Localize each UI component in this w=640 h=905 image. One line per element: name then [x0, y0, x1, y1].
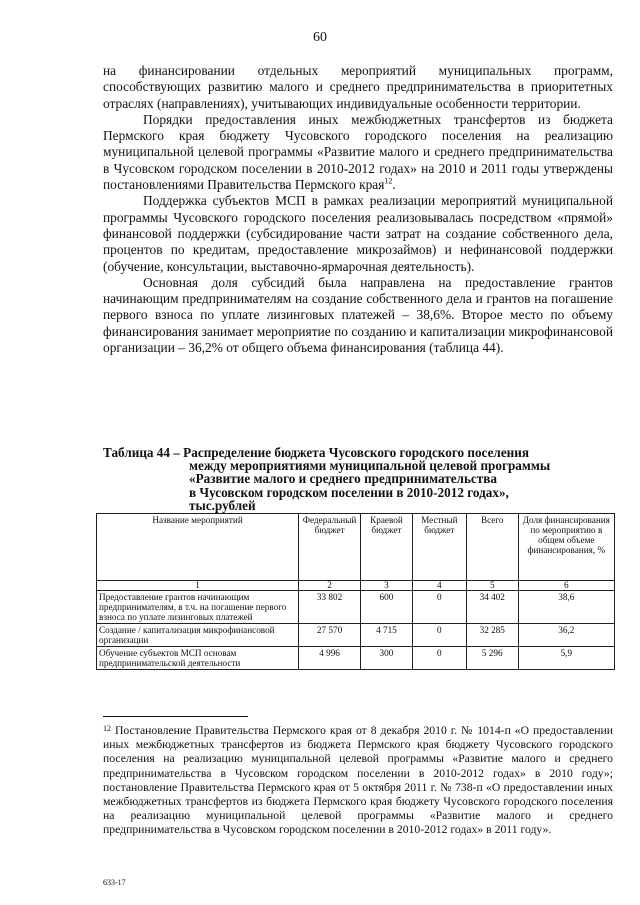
table-row: [97, 647, 615, 670]
row-local: 0: [412, 624, 466, 647]
footnote: [103, 724, 613, 838]
row-total: 32 285: [466, 624, 518, 647]
row-federal: 4 996: [299, 647, 361, 670]
row-share: 38,6: [518, 591, 614, 624]
row-name: Предоставление грантов начинающим предпринимателям, в т.ч. на погашение первого взноса по уплате лизинговых платежей: [97, 591, 299, 624]
row-regional: 4 715: [361, 624, 413, 647]
header-federal: Федеральный бюджет: [299, 514, 361, 581]
row-federal: 27 570: [299, 624, 361, 647]
row-name: Обучение субъектов МСП основам предпринимательской деятельности: [97, 647, 299, 670]
table-caption-line: «Развитие малого и среднего предпринимательства: [189, 471, 497, 487]
header-name: Название мероприятий: [97, 514, 299, 581]
column-number: 2: [299, 581, 361, 591]
table-row: [97, 624, 615, 647]
row-federal: 33 802: [299, 591, 361, 624]
row-name: Создание / капитализация микрофинансовой организации: [97, 624, 299, 647]
header-share: Доля финансирования по мероприятию в общем объеме финансирования, %: [518, 514, 614, 581]
footnote-mark: 12: [103, 724, 111, 733]
header-local: Местный бюджет: [412, 514, 466, 581]
table-column-numbers: [97, 581, 615, 591]
footnote-reference[interactable]: 12: [384, 176, 393, 186]
paragraph-2-text: Порядки предоставления иных межбюджетных трансфертов из бюджета Пермского края бюджету Чусовского городского поселения на реализацию муниципальной целевой программы «Развитие малого и среднего предпринимательства в Чусовском городском поселении в 2010-2012 годах» на 2010 и 2011 годы утверждены постановлениями Правительства Пермского края: [103, 111, 613, 193]
paragraph-3: Поддержка субъектов МСП в рамках реализации мероприятий муниципальной программы Чусовского городского поселения реализовывалась посредством «прямой» финансовой поддержки (субсидирование части затрат на создание собственного дела, процентов по кредитам, предоставление микрозаймов) и нефинансовой поддержки (обучение, консультации, выставочно-ярмарочная деятельность).: [103, 193, 613, 274]
table-caption-line: между мероприятиями муниципальной целевой программы: [189, 458, 551, 474]
row-share: 5,9: [518, 647, 614, 670]
row-total: 34 402: [466, 591, 518, 624]
budget-table: [96, 513, 615, 670]
table-row: [97, 591, 615, 624]
row-share: 36,2: [518, 624, 614, 647]
page-number: 60: [313, 30, 327, 45]
table-caption-line: тыс.рублей: [189, 497, 256, 513]
header-total: Всего: [466, 514, 518, 581]
row-total: 5 296: [466, 647, 518, 670]
body-text: [103, 63, 613, 356]
paragraph-1: на финансировании отдельных мероприятий муниципальных программ, способствующих развитию малого и среднего предпринимательства в приоритетных отраслях (направлениях), учитывающих индивидуальные особенности территории.: [103, 63, 613, 111]
table-header-row: [97, 514, 615, 581]
row-local: 0: [412, 647, 466, 670]
column-number: 4: [412, 581, 466, 591]
header-regional: Краевой бюджет: [361, 514, 413, 581]
row-regional: 300: [361, 647, 413, 670]
column-number: 6: [518, 581, 614, 591]
row-regional: 600: [361, 591, 413, 624]
column-number: 1: [97, 581, 299, 591]
table-caption-line: в Чусовском городском поселении в 2010-2012 годах»,: [189, 484, 509, 500]
column-number: 3: [361, 581, 413, 591]
document-code: 633-17: [103, 878, 126, 887]
table-caption: [103, 446, 613, 512]
footnote-divider: [103, 716, 248, 717]
footnote-text: Постановление Правительства Пермского края от 8 декабря 2010 г. № 1014-п «О предоставлении иных межбюджетных трансфертов из бюджета Пермского края бюджету Чусовского городского поселения на реализацию муниципальной целевой программы «Развитие малого и среднего предпринимательства в Чусовском городском поселении в 2010-2012 годах» в 2010 году»; постановление Правительства Пермского края от 5 октября 2011 г. № 738-п «О предоставлении иных межбюджетных трансфертов из бюджета Пермского края бюджету Чусовского городского поселения на реализацию муниципальной целевой программы «Развитие малого и среднего предпринимательства в Чусовском городском поселении в 2010-2012 годах» в 2011 году».: [103, 724, 614, 837]
row-local: 0: [412, 591, 466, 624]
paragraph-4: Основная доля субсидий была направлена на предоставление грантов начинающим предпринимателям на создание собственного дела и грантов на погашение первого взноса по уплате лизинговых платежей – 38,6%. Второе место по объему финансирования занимает мероприятие по созданию и капитализации микрофинансовой организации – 36,2% от общего объема финансирования (таблица 44).: [103, 274, 613, 356]
paragraph-2: Порядки предоставления иных межбюджетных трансфертов из бюджета Пермского края бюджету Чусовского городского поселения на реализацию муниципальной целевой программы «Развитие малого и среднего предпринимательства в Чусовском городском поселении в 2010-2012 годах» на 2010 и 2011 годы утверждены постановлениями Правительства Пермского края$^{12}$.: [103, 111, 613, 193]
table-caption-line: Таблица 44 – Распределение бюджета Чусовского городского поселения: [103, 445, 530, 460]
column-number: 5: [466, 581, 518, 591]
